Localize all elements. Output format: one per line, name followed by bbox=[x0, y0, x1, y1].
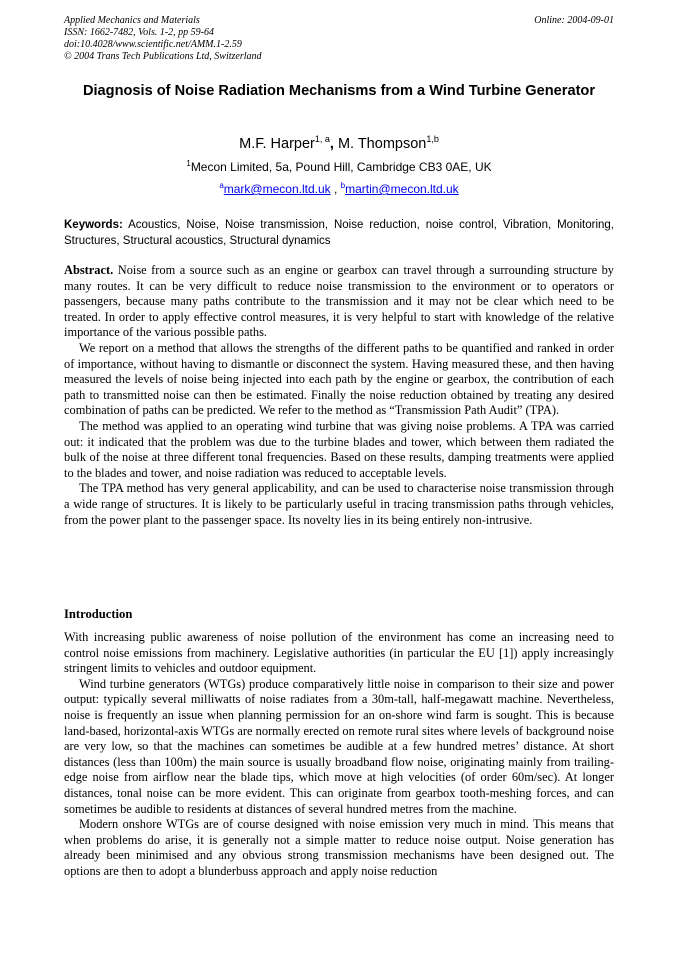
author-name: M. Thompson bbox=[337, 136, 427, 152]
author-separator: , bbox=[329, 136, 338, 152]
introduction-section bbox=[64, 630, 614, 880]
author-affiliation-mark: 1,b bbox=[426, 134, 439, 144]
email-mark: a bbox=[219, 181, 224, 190]
keywords-text: Acoustics, Noise, Noise transmission, Noise reduction, noise control, Vibration, Monitoring, Structures, Structural acoustics, Structural dynamics bbox=[64, 219, 614, 247]
author-list bbox=[64, 135, 614, 153]
email-mark: b bbox=[340, 181, 346, 190]
email-link[interactable]: mark@mecon.ltd.uk bbox=[223, 182, 331, 196]
email-link[interactable]: martin@mecon.ltd.uk bbox=[345, 182, 459, 196]
author-affiliation-mark: 1, a bbox=[314, 134, 330, 144]
email-separator: , bbox=[330, 182, 341, 196]
author-name: M.F. Harper bbox=[239, 136, 315, 152]
abstract-label: Abstract. bbox=[64, 263, 114, 277]
abstract-text: Noise from a source such as an engine or gearbox can travel through a surrounding structure by many routes. It can be very difficult to reduce noise transmission to the environment or to operators or passengers, because many paths contribute to the transmission and it may not be clear which need to be treated. In order to apply effective control measures, it is very helpful to start with knowledge of the relative importance of the various possible paths. bbox=[64, 263, 614, 340]
affiliation-text: Mecon Limited, 5a, Pound Hill, Cambridge CB3 0AE, UK bbox=[190, 160, 492, 174]
journal-name: Applied Mechanics and Materials bbox=[64, 15, 200, 26]
abstract-paragraph bbox=[64, 263, 614, 341]
section-heading: Introduction bbox=[64, 607, 133, 621]
paper-title: Diagnosis of Noise Radiation Mechanisms from a Wind Turbine Generator bbox=[82, 83, 596, 99]
abstract-section bbox=[64, 263, 614, 528]
intro-paragraph: Wind turbine generators (WTGs) produce comparatively little noise in comparison to their size and power output: typically several milliwatts of noise radiates from a 30m-tall, half-megawatt machine. Nevertheless, noise is frequently an issue when planning permission for an on-shore wind farm is sought. This is because land-based, horizontal-axis WTGs are normally erected on remote rural sites where levels of background noise are very low, so that the machines can sometimes be audible at a few hundred metres’ distance. At short distances (less than 100m) the main source is usually broadband flow noise, originating mainly from trailing-edge noise from airflow near the blade tips, which move at high velocities (of order 60m/sec). At longer distances, tonal noise can be more evident. This can originate from gearbox tooth-meshing forces, and can sometimes be audible to residents at distances of several hundred metres from the machine. bbox=[64, 676, 614, 816]
keywords-block bbox=[64, 218, 614, 249]
keywords-label: Keywords: bbox=[64, 219, 123, 231]
issn-line: ISSN: 1662-7482, Vols. 1-2, pp 59-64 bbox=[64, 27, 214, 38]
author-emails bbox=[64, 182, 614, 196]
online-date: Online: 2004-09-01 bbox=[534, 15, 614, 26]
doi-line: doi:10.4028/www.scientific.net/AMM.1-2.59 bbox=[64, 39, 242, 50]
abstract-paragraph: The TPA method has very general applicability, and can be used to characterise noise transmission through a wide range of structures. It is likely to be particularly useful in tracing transmission paths through vehicles, from the power plant to the passenger space. Its novelty lies in its being entirely non-intrusive. bbox=[64, 481, 614, 527]
affiliation bbox=[64, 160, 614, 174]
intro-paragraph: With increasing public awareness of noise pollution of the environment has come an increasing need to control noise emissions from machinery. Legislative authorities (in particular the EU [1]) apply increasingly stringent limits to vehicles and outdoor equipment. bbox=[64, 630, 614, 676]
affiliation-mark: 1 bbox=[186, 159, 191, 168]
copyright-line: © 2004 Trans Tech Publications Ltd, Switzerland bbox=[64, 51, 262, 62]
intro-paragraph: Modern onshore WTGs are of course designed with noise emission very much in mind. This means that when problems do arise, it is generally not a simple matter to reduce noise output. Noise generation has already been minimised and any obvious strong transmission mechanisms have been designed out. The options are then to adopt a blunderbuss approach and apply noise reduction bbox=[64, 817, 614, 878]
abstract-paragraph: The method was applied to an operating wind turbine that was giving noise problems. A TPA was carried out: it indicated that the problem was due to the turbine blades and tower, which between them radiated the bulk of the noise at three different tonal frequencies. Based on these results, damping treatments were applied to the blades and tower, and noise radiation was reduced to acceptable levels. bbox=[64, 418, 614, 480]
abstract-paragraph: We report on a method that allows the strengths of the different paths to be quantified and ranked in order of importance, without having to dismantle or disconnect the system. Having measured these, and then having measured the levels of noise being injected into each path by the engine or gearbox, the contribution of each path to transmitted noise can then be estimated. Finally the noise reduction obtained by treating any desired combination of paths can be predicted. We refer to the method as “Transmission Path Audit” (TPA). bbox=[64, 340, 614, 418]
publication-header bbox=[64, 15, 614, 63]
